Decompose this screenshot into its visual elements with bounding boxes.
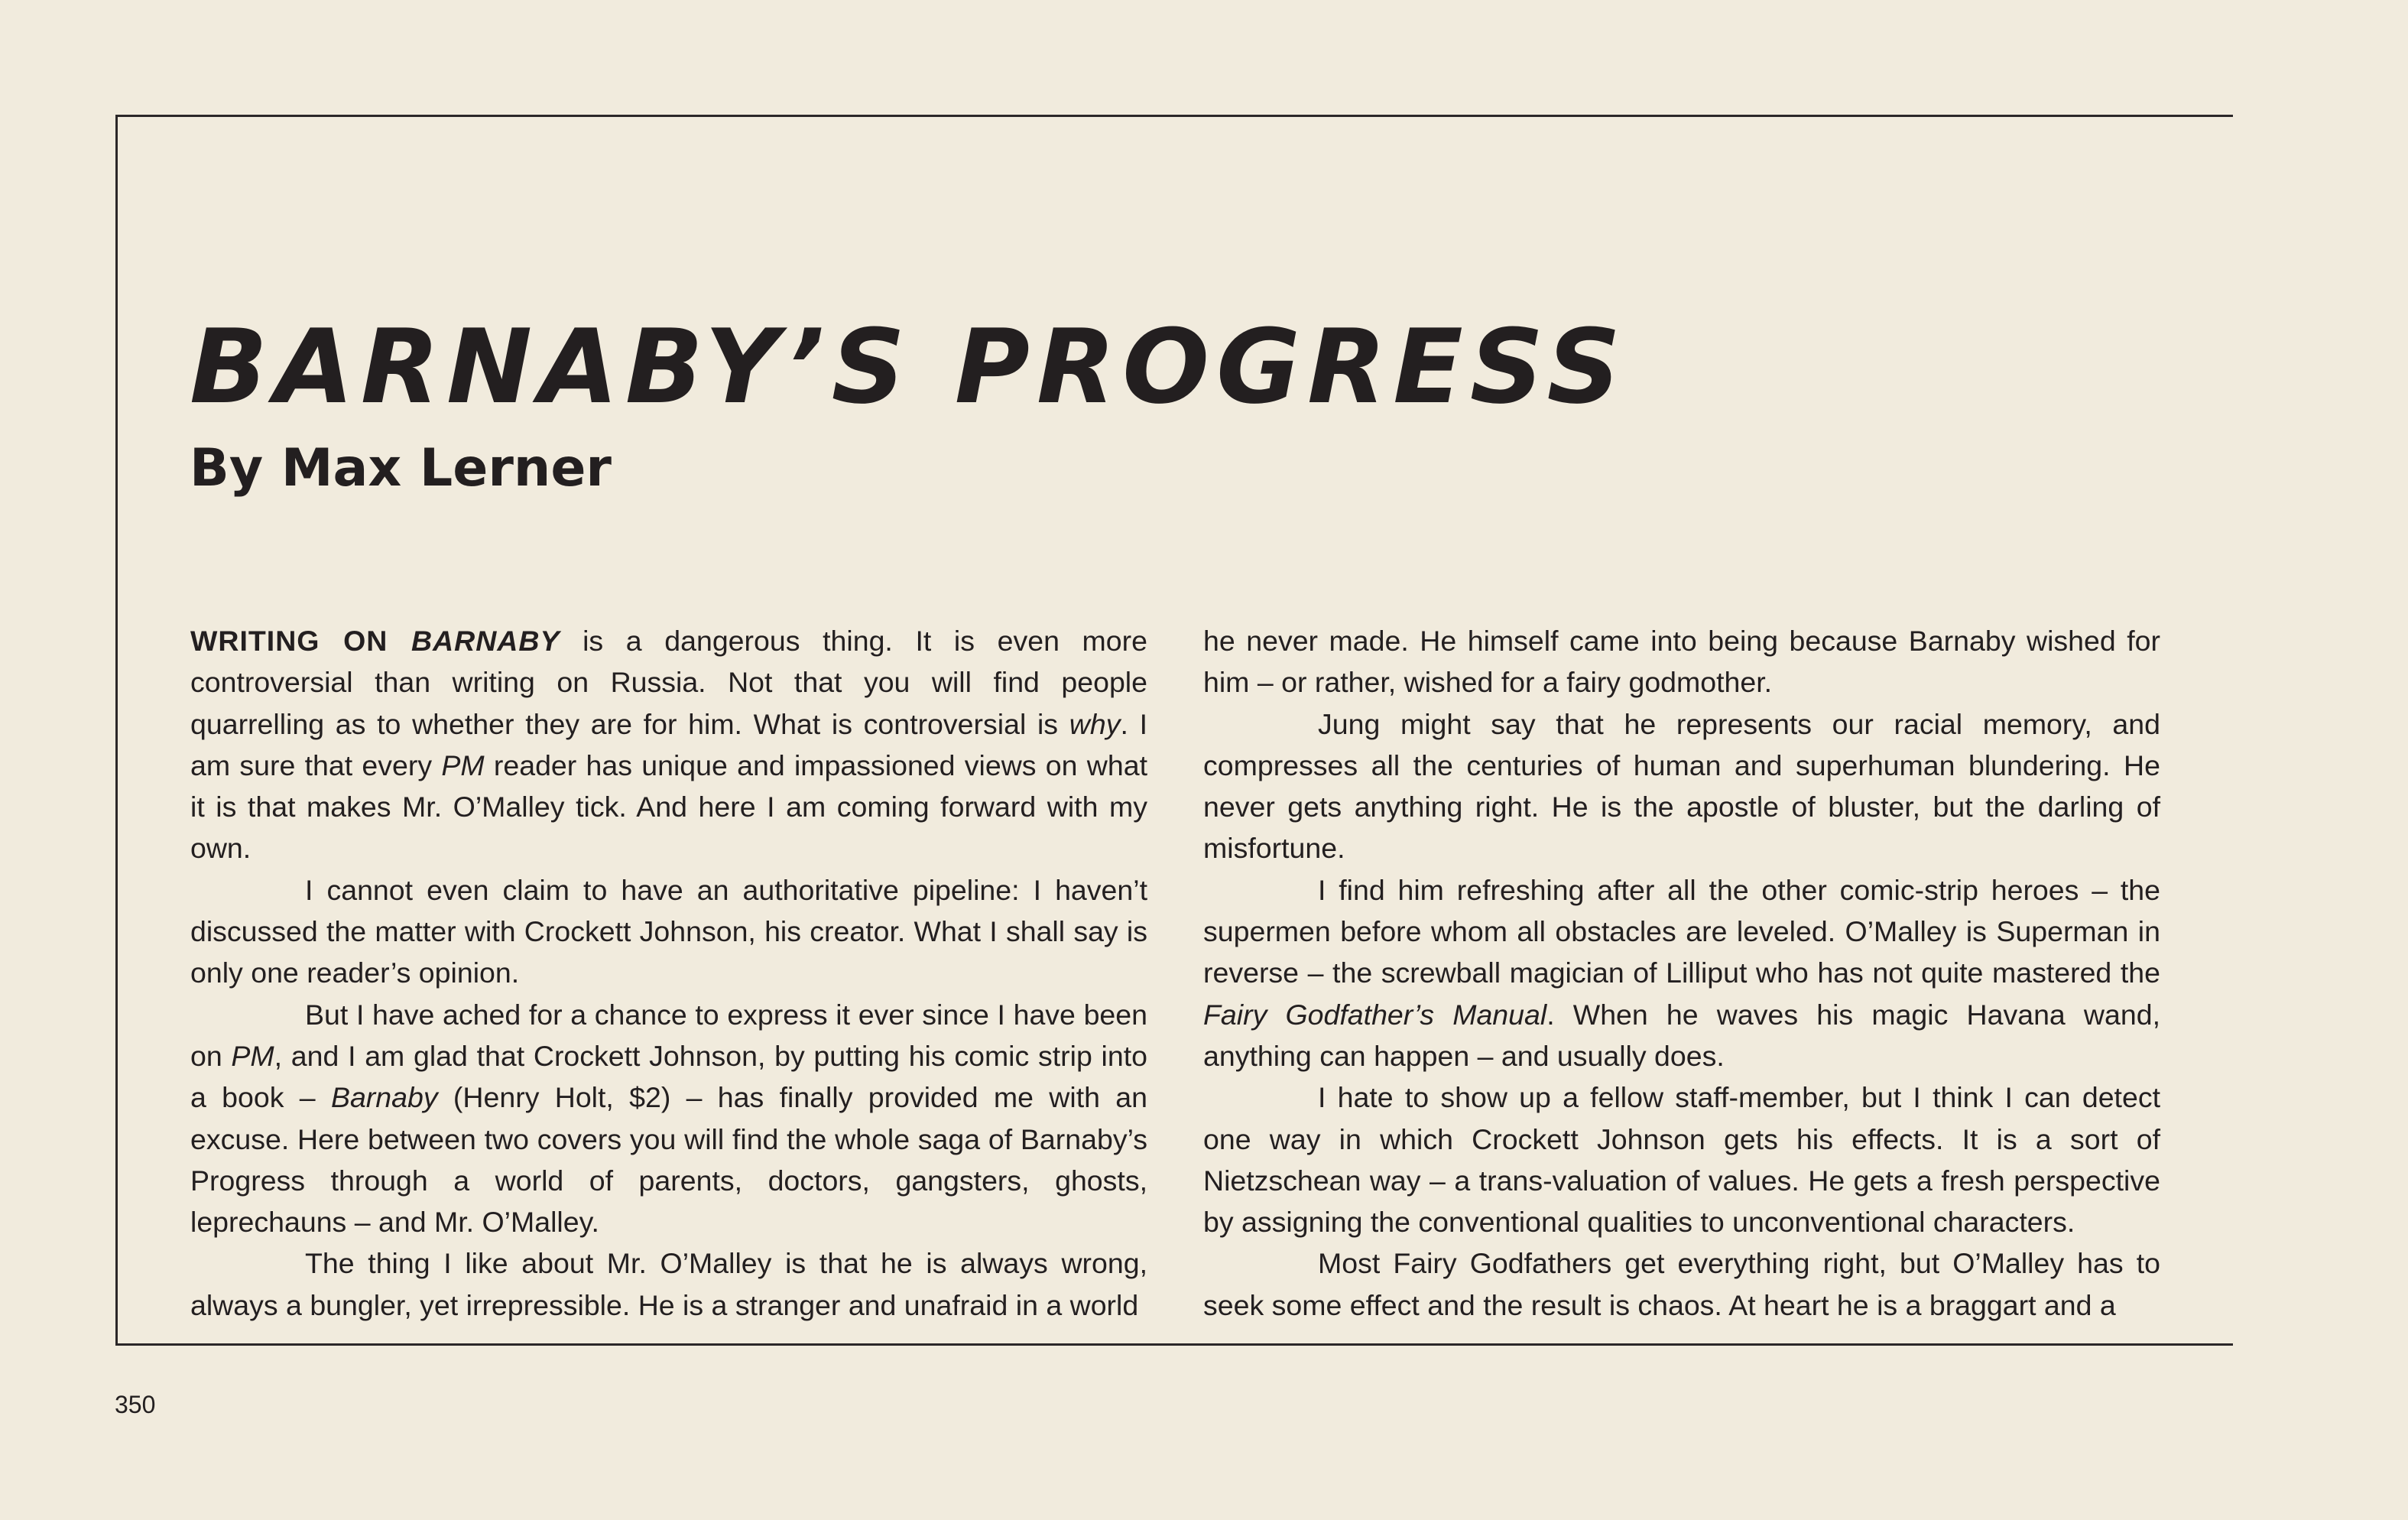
paragraph: The thing I like about Mr. O’Malley is that he is always wrong, always a bungler, yet irrepressible. He is a stranger and unafraid in a world bbox=[190, 1247, 1147, 1321]
paragraph bbox=[1203, 869, 2160, 1077]
body-text: , and I am glad that Crockett Johnson, by putting his comic strip into a book – bbox=[190, 1039, 1147, 1114]
body-text: reader has unique and impassioned views on what it is that makes Mr. O’Malley tick. And here I am coming forward with my own. bbox=[190, 749, 1147, 865]
lead-in-italic: BARNABY bbox=[411, 625, 560, 657]
italic-text: why bbox=[1069, 707, 1121, 740]
paragraph: he never made. He himself came into being because Barnaby wished for him – or rather, wished for a fairy godmother. bbox=[1203, 625, 2160, 699]
paragraph: Most Fairy Godfathers get everything right, but O’Malley has to seek some effect and the result is chaos. At heart he is a braggart and a bbox=[1203, 1247, 2160, 1321]
right-column bbox=[1203, 620, 2160, 1326]
italic-text: PM bbox=[441, 749, 485, 781]
paragraph bbox=[190, 994, 1147, 1243]
article-byline: By Max Lerner bbox=[190, 438, 612, 499]
body-text: (Henry Holt, $2) – has finally provided me with an excuse. Here between two covers you will find the whole saga of Barnaby’s Progress through a world of parents, doctors, gangsters, ghosts, leprechauns – and Mr. O’Malley. bbox=[190, 1081, 1147, 1239]
lead-in-text: WRITING ON bbox=[190, 625, 411, 657]
body-text: But I have ached for a chance to express it ever since I have been on bbox=[190, 998, 1147, 1072]
italic-text: PM bbox=[231, 1039, 274, 1072]
article-title: BARNABY’S PROGRESS bbox=[190, 307, 1628, 427]
italic-text: Barnaby bbox=[330, 1081, 438, 1114]
body-text: I find him refreshing after all the other comic-strip heroes – the supermen before whom all obstacles are leveled. O’Malley is Superman in reverse – the screwball magician of Lilliput who has not quite mastered the bbox=[1203, 873, 2160, 989]
paragraph: Jung might say that he represents our racial memory, and compresses all the centuries of human and superhuman blundering. He never gets anything right. He is the apostle of bluster, but the darling of misfortune. bbox=[1203, 707, 2160, 865]
left-column bbox=[190, 620, 1147, 1326]
body-text: . When he waves his magic Havana wand, anything can happen – and usually does. bbox=[1203, 998, 2160, 1072]
lead-in bbox=[190, 625, 560, 657]
page-number: 350 bbox=[115, 1391, 156, 1418]
body-text: is a dangerous thing. It is even more controversial than writing on Russia. Not that you will find people quarrelling as to whether they are for him. What is controversial is bbox=[190, 625, 1147, 740]
paragraph: I hate to show up a fellow staff-member, but I think I can detect one way in which Crockett Johnson gets his effects. It is a sort of Nietzschean way – a trans-valuation of values. He gets a fresh perspective by assigning the conventional qualities to unconventional characters. bbox=[1203, 1081, 2160, 1239]
paragraph: I cannot even claim to have an authoritative pipeline: I haven’t discussed the matter with Crockett Johnson, his creator. What I shall say is only one reader’s opinion. bbox=[190, 873, 1147, 989]
body-text: . I am sure that every bbox=[190, 707, 1147, 781]
italic-text: Fairy Godfather’s Manual bbox=[1203, 998, 1547, 1031]
paragraph bbox=[190, 620, 1147, 869]
